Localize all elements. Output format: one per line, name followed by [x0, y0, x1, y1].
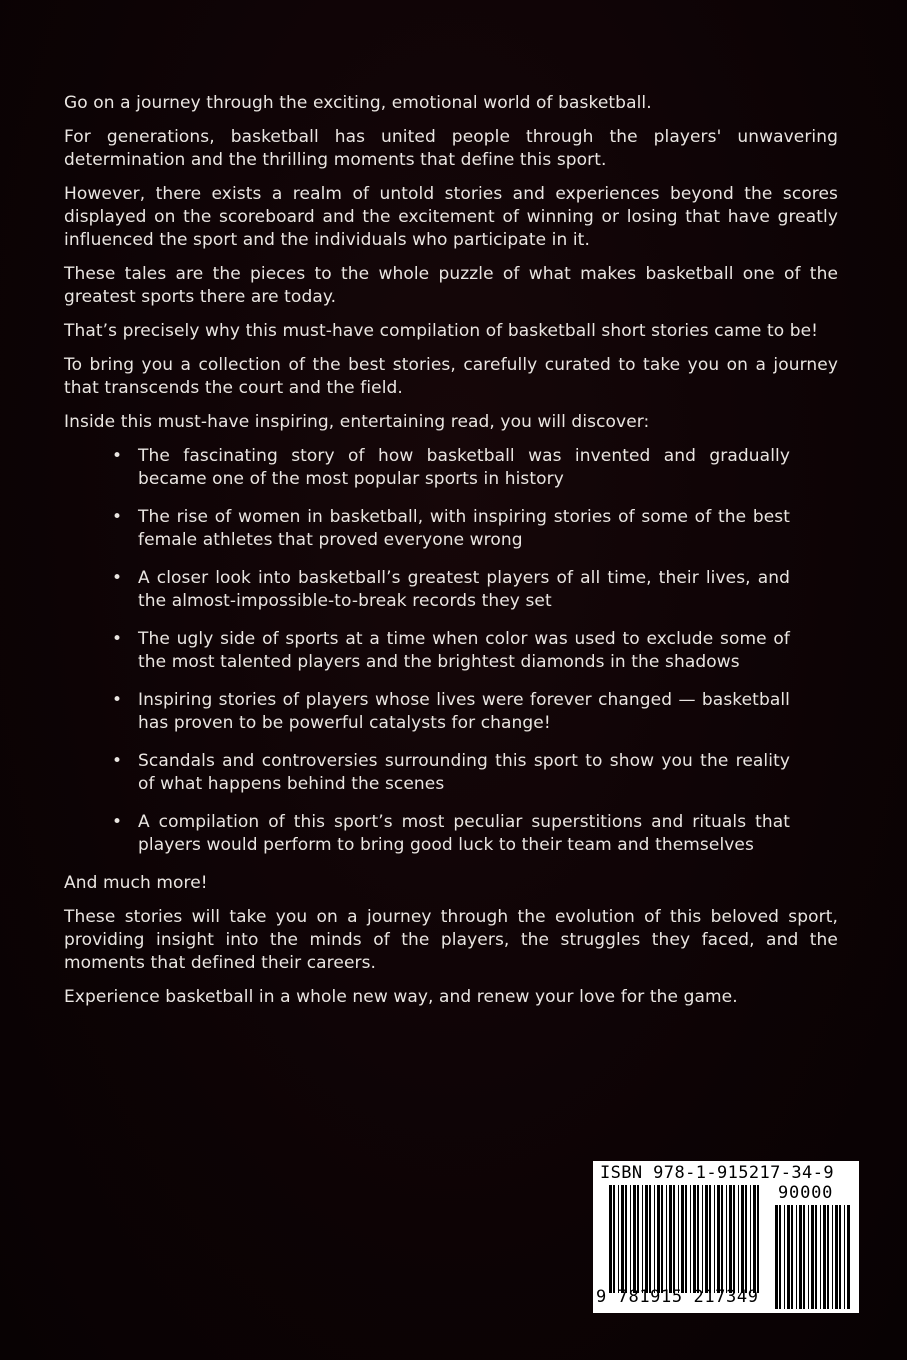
- bullet-icon: •: [112, 507, 123, 527]
- price-code: 90000: [778, 1183, 834, 1203]
- barcode-bar: [649, 1185, 651, 1293]
- barcode-bar: [784, 1205, 785, 1309]
- list-item: [64, 689, 790, 735]
- barcode-bar: [808, 1205, 809, 1309]
- barcode-bar: [625, 1185, 627, 1293]
- barcode-bar: [823, 1205, 826, 1309]
- isbn-barcode: [593, 1161, 859, 1313]
- bullet-icon: •: [112, 568, 123, 588]
- bullet-icon: •: [112, 629, 123, 649]
- barcode-bar: [685, 1185, 687, 1293]
- barcode-bar: [745, 1185, 747, 1293]
- barcode-bar: [726, 1185, 727, 1293]
- barcode-bar: [637, 1185, 639, 1293]
- list-item: [64, 811, 790, 857]
- list-item-text: The rise of women in basketball, with inspiring stories of some of the best female athletes that proved everyone wrong: [138, 507, 790, 550]
- barcode-bar: [690, 1185, 691, 1293]
- bullet-icon: •: [112, 446, 123, 466]
- isbn-label: ISBN 978-1-915217-34-9: [600, 1163, 834, 1183]
- barcode-bar: [741, 1185, 744, 1293]
- barcode-bar: [820, 1205, 821, 1309]
- paragraph: To bring you a collection of the best stories, carefully curated to take you on a journey that transcends the court and the field.: [64, 355, 838, 398]
- paragraph: That’s precisely why this must-have compilation of basketball short stories came to be!: [64, 321, 819, 341]
- barcode-bar: [803, 1205, 805, 1309]
- intro-paragraph: Go on a journey through the exciting, emotional world of basketball.: [64, 93, 652, 113]
- barcode-bar: [796, 1205, 797, 1309]
- barcode-bar: [799, 1205, 802, 1309]
- list-item: [64, 506, 790, 552]
- barcode-bar: [738, 1185, 739, 1293]
- list-item-text: The ugly side of sports at a time when color was used to exclude some of the most talented players and the brightest diamonds in the shadows: [138, 629, 790, 672]
- barcode-digits: 9 781915 217349: [596, 1287, 759, 1307]
- barcode-bar: [775, 1205, 778, 1309]
- list-item-text: A compilation of this sport’s most peculiar superstitions and rituals that players would perform to bring good luck to their team and themselves: [138, 812, 790, 855]
- paragraph: And much more!: [64, 873, 208, 893]
- barcode-bar: [753, 1185, 756, 1293]
- list-item: [64, 750, 790, 796]
- bullet-icon: •: [112, 812, 123, 832]
- barcode-bar: [633, 1185, 636, 1293]
- list-item-text: The fascinating story of how basketball was invented and gradually became one of the most popular sports in history: [138, 446, 790, 489]
- barcode-bar: [642, 1185, 643, 1293]
- barcode-bar: [702, 1185, 703, 1293]
- closing-paragraph: Experience basketball in a whole new way, and renew your love for the game.: [64, 987, 738, 1007]
- barcode-bar: [787, 1205, 790, 1309]
- barcode-bar: [717, 1185, 720, 1293]
- list-item-text: A closer look into basketball’s greatest players of all time, their lives, and the almost-impossible-to-break records they set: [138, 568, 790, 611]
- barcode-bar: [697, 1185, 699, 1293]
- list-item: [64, 628, 790, 674]
- barcode-bar: [779, 1205, 781, 1309]
- barcode-bar: [705, 1185, 708, 1293]
- barcode-bar: [815, 1205, 817, 1309]
- barcode-bar: [621, 1185, 624, 1293]
- list-item: [64, 445, 790, 491]
- barcode-bar: [666, 1185, 667, 1293]
- barcode-bar: [847, 1205, 850, 1309]
- barcode-bar: [618, 1185, 619, 1293]
- barcode-bar: [681, 1185, 684, 1293]
- list-item: [64, 567, 790, 613]
- paragraph: For generations, basketball has united people through the players' unwavering determination and the thrilling moments that define this sport.: [64, 127, 838, 170]
- barcode-bar: [827, 1205, 829, 1309]
- barcode-bar: [609, 1185, 612, 1293]
- barcode-bar: [645, 1185, 648, 1293]
- list-item-text: Inspiring stories of players whose lives were forever changed — basketball has proven to be powerful catalysts for change!: [138, 690, 790, 733]
- barcode-bar: [657, 1185, 660, 1293]
- barcode-bar: [661, 1185, 663, 1293]
- barcode-bar: [630, 1185, 631, 1293]
- barcode-bar: [709, 1185, 711, 1293]
- barcode-bar: [613, 1185, 615, 1293]
- barcode-bar: [811, 1205, 814, 1309]
- barcode-bar: [669, 1185, 672, 1293]
- bullet-icon: •: [112, 690, 123, 710]
- barcode-bar: [678, 1185, 679, 1293]
- barcode-bar: [693, 1185, 696, 1293]
- barcode-bar: [654, 1185, 655, 1293]
- barcode-bar: [714, 1185, 715, 1293]
- feature-list: [64, 445, 838, 857]
- barcode-bar: [839, 1205, 841, 1309]
- barcode-bar: [721, 1185, 723, 1293]
- list-item-text: Scandals and controversies surrounding this sport to show you the reality of what happens behind the scenes: [138, 751, 790, 794]
- list-lead-in: Inside this must-have inspiring, entertaining read, you will discover:: [64, 412, 650, 432]
- paragraph: These stories will take you on a journey through the evolution of this beloved sport, providing insight into the minds of the players, the struggles they faced, and the moments that defined their careers.: [64, 907, 838, 973]
- blurb: [64, 92, 838, 1020]
- barcode-bar: [832, 1205, 833, 1309]
- barcode-bar: [791, 1205, 793, 1309]
- paragraph: These tales are the pieces to the whole puzzle of what makes basketball one of the greatest sports there are today.: [64, 264, 838, 307]
- barcode-bar: [733, 1185, 735, 1293]
- barcode-bar: [757, 1185, 759, 1293]
- barcode-bar: [673, 1185, 675, 1293]
- paragraph: However, there exists a realm of untold stories and experiences beyond the scores displayed on the scoreboard and the excitement of winning or losing that have greatly influenced the sport and the individuals who participate in it.: [64, 184, 838, 250]
- barcode-bar: [844, 1205, 845, 1309]
- barcode-bar: [835, 1205, 838, 1309]
- barcode-bar: [729, 1185, 732, 1293]
- bullet-icon: •: [112, 751, 123, 771]
- barcode-bar: [750, 1185, 751, 1293]
